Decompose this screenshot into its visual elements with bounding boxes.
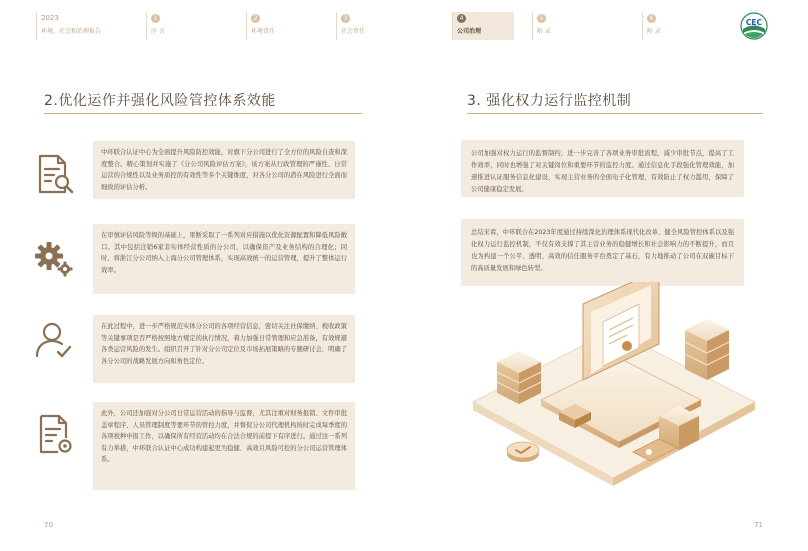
- nav-item-label: 序 言: [151, 28, 165, 35]
- nav-item-environment[interactable]: [246, 12, 340, 40]
- nav-item-number: 2: [251, 14, 260, 23]
- nav-item-number: 1: [151, 14, 160, 23]
- risk-card-assessment: 中环联合认证中心为全面提升风险防控效能，对旗下分公司进行了全方位的风险自查和深度整合。精心策划并实施了《分公司风险评估方案》，该方案从行政管理的严谨性、日常运营的合规性以及业务质控的有效性等多个关键维度，对各分公司的潜在风险进行全面而细致的评估分析。: [93, 141, 355, 199]
- report-year: 2023: [41, 14, 59, 22]
- top-navigation-right: [452, 12, 692, 40]
- gears-icon: [32, 236, 76, 280]
- risk-card-measures: 在审慎评估风险等级的基础上，果断采取了一系列对应措施以优化资源配置和降低风险敞口。其中包括注销6家非实体经营性质的分公司，以确保资产及业务结构的合理化；同时，将浙江分公司纳入上海分公司管理体系，实现高效统一的运营管理，提升了整体运行效率。: [93, 224, 355, 294]
- page-number: 70: [44, 521, 53, 529]
- nav-item-label: 社会责任: [341, 28, 366, 35]
- title-divider-right: [467, 113, 763, 114]
- report-title: 环境、社会和治理报告: [41, 28, 102, 35]
- logo-text: CEC: [745, 18, 763, 27]
- nav-item-appendix[interactable]: [532, 12, 622, 40]
- nav-item-appendix-2[interactable]: [642, 12, 692, 40]
- nav-item-number: 5: [537, 14, 546, 23]
- nav-item-governance[interactable]: [452, 12, 514, 40]
- top-navigation: [36, 12, 404, 40]
- nav-item-label: 公司治理: [457, 28, 482, 35]
- summary-paragraph: 总结来看，中环联合在2023年度通过持续深化治理体系现代化改革、健全风险管控体系以及强化权力运行监控机制，不仅有效支撑了其主营业务的稳健增长和社会影响力的不断提升，而且也为构建一个公平、透明、高效的信任服务平台奠定了基石，有力地推动了公司在双碳目标下的高质量发展和绿色转型。: [461, 219, 744, 286]
- nav-report-header[interactable]: [36, 12, 140, 40]
- nav-item-label: 环境责任: [251, 28, 276, 35]
- nav-item-preface[interactable]: [146, 12, 240, 40]
- document-search-icon: [32, 152, 76, 196]
- section-title-power-oversight: 3. 强化权力运行监控机制: [467, 93, 632, 109]
- nav-item-number: 3: [341, 14, 350, 23]
- nav-item-label: 附 录: [537, 28, 551, 35]
- nav-item-number: 6: [647, 14, 656, 23]
- title-divider: [44, 113, 362, 114]
- page-number-right: 71: [754, 521, 763, 529]
- nav-item-number: 4: [457, 14, 466, 23]
- oversight-paragraph: 公司加强对权力运行的监督制约，进一步完善了各项业务审批流程，减少审批节点，提高了工作效率，同时也增强了对关键岗位和重要环节的监控力度。通过信息化手段强化管理效能，加速推进认证服务信息化建设，实现主营业务的全面电子化管理，有效防止了权力滥用，保障了公司健康稳定发展。: [461, 140, 744, 197]
- stack-right: [685, 319, 729, 380]
- stack-left: [497, 351, 541, 404]
- risk-card-supervision: 此外，公司还加强对分公司日常运营活动的指导与监督，尤其注重对财务报销、文件审批盖章程序、人员管理制度等要环节的管控力度，并督促分公司代理机构按时完成每季度的各项税种申报工作，以确保所有经营活动均在合法合规的前提下有序进行。通过这一系列有力举措，中环联合认证中心成功构建起更为稳健、高效且风险可控的分公司运营管理体系。: [93, 402, 355, 490]
- cec-logo: [740, 12, 768, 40]
- isometric-digital-platform-illustration: [463, 282, 763, 497]
- document-settings-icon: [32, 412, 76, 456]
- risk-card-regulation: 在此过程中，进一步严格规范实体分公司的各项经营信息，密切关注社保缴纳、税收政策等关键事项是否严格按照地方规定的执行情况，着力加强日常管理和应急准备，有效规避各类运营风险的发生。组织召开了针对分公司定位及市场拓展策略的专题研讨会，明确了各分公司的战略发展方向和角色定位。: [93, 315, 355, 383]
- user-check-icon: [32, 318, 76, 362]
- section-title-risk-control: 2.优化运作并强化风险管控体系效能: [44, 93, 276, 109]
- nav-item-society[interactable]: [336, 12, 404, 40]
- nav-item-label: 附 录: [647, 28, 661, 35]
